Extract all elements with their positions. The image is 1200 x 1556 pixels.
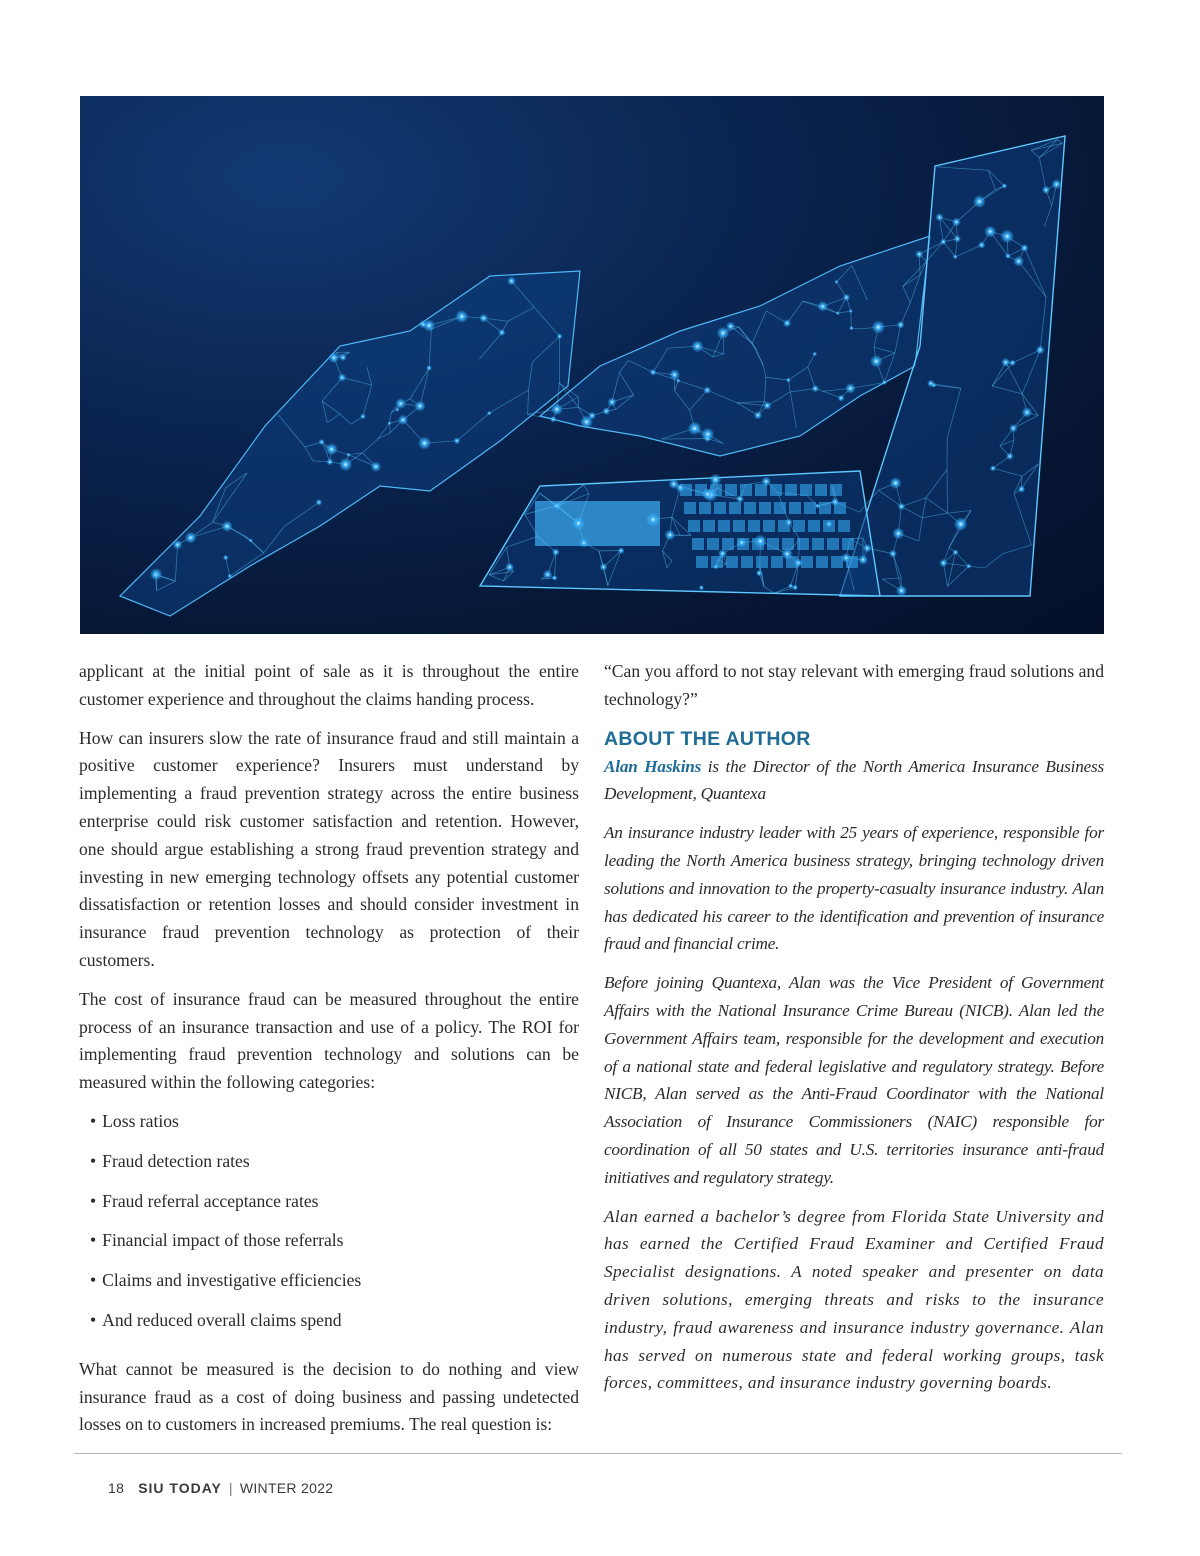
glow-dot: [703, 386, 711, 394]
author-intro: [604, 753, 1104, 809]
laptop-key: [830, 484, 842, 496]
glow-dot: [858, 555, 868, 565]
glow-dot: [863, 544, 872, 553]
glow-dot: [1002, 183, 1008, 189]
glow-dot: [953, 254, 958, 259]
laptop-key: [785, 484, 797, 496]
glow-dot: [1009, 360, 1016, 367]
glow-dot: [812, 352, 817, 357]
glow-dot: [1005, 253, 1011, 259]
laptop-key: [699, 502, 711, 514]
glow-dot: [915, 250, 923, 258]
mesh-line: [851, 311, 852, 328]
glow-dot: [954, 235, 961, 242]
laptop-key: [774, 502, 786, 514]
glow-dot: [702, 488, 714, 500]
glow-dot: [1009, 424, 1017, 432]
glow-dot: [726, 322, 735, 331]
glow-dot: [498, 329, 505, 336]
laptop-key: [740, 484, 752, 496]
glow-dot: [783, 319, 791, 327]
glow-dot: [339, 354, 346, 361]
roi-category-list: [79, 1108, 579, 1347]
page-number: 18: [108, 1480, 125, 1496]
glow-dot: [1018, 485, 1026, 493]
glow-dot: [550, 416, 557, 423]
glow-dot: [371, 461, 382, 472]
glow-dot: [557, 333, 563, 339]
glow-dot: [360, 413, 366, 419]
glow-dot: [152, 572, 159, 579]
glow-dot: [398, 415, 408, 425]
glow-dot: [966, 564, 971, 569]
glow-dot: [788, 583, 793, 588]
body-paragraph: The cost of insurance fraud can be measured throughout the entire process of an insurance transaction and use of a policy. The ROI for implementing fraud prevention technology and solutions can be measured within the following categories:: [79, 988, 579, 1093]
glow-dot: [1013, 256, 1024, 267]
glow-dot: [1021, 244, 1029, 252]
glow-dot: [551, 403, 563, 415]
glow-dot: [872, 320, 886, 334]
glow-dot: [1001, 358, 1010, 367]
glow-dot: [426, 365, 432, 371]
author-bio-paragraph: Before joining Quantexa, Alan was the Vice President of Government Affairs with the National Insurance Crime Bureau (NICB). Alan led the Government Affairs team, responsible for the development and execution of a national state and federal legislative and regulatory strategy. Before NICB, Alan served as the Anti-Fraud Coordinator with the National Association of Insurance Commissioners (NAIC) responsible for coordination of all 50 states and U.S. territories insurance anti-fraud initiatives and regulatory strategy.: [604, 973, 1104, 1187]
glow-dot: [834, 280, 838, 284]
glow-dot: [973, 195, 986, 208]
glow-dot: [543, 570, 553, 580]
glow-dot: [713, 564, 718, 569]
glow-dot: [836, 311, 840, 315]
glow-dot: [1006, 452, 1014, 460]
glow-dot: [812, 385, 819, 392]
glow-dot: [552, 548, 560, 556]
glow-dot: [223, 555, 228, 560]
laptop-key: [756, 556, 768, 568]
laptop-key: [804, 502, 816, 514]
laptop-key: [703, 520, 715, 532]
glow-dot: [676, 379, 680, 383]
glow-dot: [761, 476, 771, 486]
laptop-key: [771, 556, 783, 568]
author-name: Alan Haskins: [604, 756, 702, 776]
glow-dot: [954, 517, 968, 531]
issue-label: WINTER 2022: [239, 1480, 334, 1496]
laptop-key: [748, 520, 760, 532]
glow-dot: [553, 502, 560, 509]
laptop-key: [696, 556, 708, 568]
glow-dot: [1051, 179, 1061, 189]
glow-dot: [817, 301, 828, 312]
glow-dot: [185, 532, 197, 544]
hero-image: [80, 96, 1104, 634]
glow-dot: [704, 435, 711, 442]
glow-dot: [892, 527, 904, 539]
glow-dot: [602, 407, 610, 415]
laptop-key: [741, 556, 753, 568]
magazine-title: SIU TODAY: [138, 1480, 222, 1496]
glow-dot: [325, 443, 337, 455]
glow-dot: [1000, 229, 1014, 243]
glow-dot: [882, 380, 887, 385]
glow-dot: [953, 549, 959, 555]
laptop-key: [729, 502, 741, 514]
glow-dot: [849, 326, 854, 331]
body-paragraph: What cannot be measured is the decision to do nothing and view insurance fraud as a cost of doing business and passing undetected losses on to customers in increased premiums. The real question is:: [79, 1358, 579, 1435]
glow-dot: [395, 398, 406, 409]
laptop-key: [688, 520, 700, 532]
glow-dot: [890, 477, 902, 489]
glow-dot: [455, 310, 468, 323]
glow-dot: [387, 421, 391, 425]
about-author-heading: ABOUT THE AUTHOR: [604, 727, 811, 750]
laptop-key: [819, 502, 831, 514]
glow-dot: [939, 559, 947, 567]
laptop-key: [789, 502, 801, 514]
laptop-key: [759, 502, 771, 514]
laptop-key: [725, 484, 737, 496]
glow-dot: [984, 225, 996, 237]
glow-dot: [669, 479, 679, 489]
glow-dot: [221, 521, 232, 532]
glow-dot: [841, 553, 851, 563]
glow-dot: [870, 355, 883, 368]
laptop-key: [722, 538, 734, 550]
laptop-key: [816, 556, 828, 568]
author-bio-paragraph: Alan earned a bachelor’s degree from Florida State University and has earned the Certified Fraud Examiner and Certified Fraud Specialist designations. A noted speaker and presenter on data driven solutions, emerging threats and risks to the insurance industry, fraud awareness and insurance industry governance. Alan has served on numerous state and federal working groups, task forces, committees, and insurance industry governing boards.: [604, 1206, 1104, 1393]
glow-dot: [691, 340, 703, 352]
glow-dot: [419, 320, 427, 328]
list-item: • Loss ratios: [90, 1108, 579, 1148]
glow-dot: [173, 540, 183, 550]
glow-dot: [505, 563, 514, 572]
glow-dot: [650, 369, 657, 376]
glow-dot: [843, 294, 850, 301]
glow-dot: [736, 495, 744, 503]
glow-dot: [1042, 186, 1050, 194]
laptop-key: [770, 484, 782, 496]
glow-dot: [754, 534, 767, 547]
list-item: • Financial impact of those referrals: [90, 1227, 579, 1267]
glow-dot: [737, 538, 747, 548]
glow-dot: [479, 314, 488, 323]
right-hand-shape: [540, 236, 930, 456]
glow-dot: [249, 539, 253, 543]
glow-dot: [927, 380, 935, 388]
glow-dot: [990, 465, 996, 471]
glow-dot: [669, 369, 680, 380]
glow-dot: [786, 378, 791, 383]
glow-dot: [415, 401, 426, 412]
glow-dot: [785, 519, 793, 527]
laptop-key: [718, 520, 730, 532]
glow-dot: [646, 513, 660, 527]
glow-dot: [756, 570, 763, 577]
laptop-key: [812, 538, 824, 550]
glow-dot: [326, 458, 333, 465]
page-footer: [108, 1480, 333, 1496]
laptop-key: [744, 502, 756, 514]
laptop-key: [838, 520, 850, 532]
glow-dot: [754, 411, 762, 419]
left-column: [79, 658, 579, 1450]
glow-dot: [328, 352, 339, 363]
glow-dot: [952, 218, 961, 227]
glow-dot: [896, 585, 907, 596]
glow-dot: [418, 436, 431, 449]
glow-dot: [487, 411, 492, 416]
laptop-key: [692, 538, 704, 550]
laptop-key: [797, 538, 809, 550]
laptop-key: [767, 538, 779, 550]
body-paragraph: applicant at the initial point of sale as it is throughout the entire customer experience and throughout the claims handing process.: [79, 661, 579, 709]
glow-dot: [600, 563, 608, 571]
right-column: [604, 658, 1104, 1408]
glow-dot: [889, 550, 897, 558]
glow-dot: [699, 585, 704, 590]
glow-dot: [664, 529, 675, 540]
glow-dot: [318, 439, 324, 445]
laptop-key: [793, 520, 805, 532]
glow-dot: [688, 421, 702, 435]
glow-dot: [781, 548, 793, 560]
glow-dot: [227, 574, 232, 579]
glow-dot: [579, 538, 589, 548]
glow-dot: [849, 309, 853, 313]
glow-dot: [607, 397, 616, 406]
author-bio-paragraph: An insurance industry leader with 25 years of experience, responsible for leading the North America business strategy, bringing technology driven solutions and innovation to the property-casualty insurance industry. Alan has dedicated his career to the identification and prevention of insurance fraud and financial crime.: [604, 823, 1104, 954]
glow-dot: [338, 373, 346, 381]
laptop-key: [707, 538, 719, 550]
glow-dot: [453, 437, 460, 444]
list-item: • And reduced overall claims spend: [90, 1307, 579, 1347]
glow-dot: [831, 498, 839, 506]
glow-dot: [339, 458, 353, 472]
glow-dot: [718, 549, 727, 558]
glow-dot: [838, 394, 845, 401]
network-hands-laptop-icon: [80, 96, 1104, 634]
glow-dot: [316, 499, 323, 506]
glow-dot: [815, 503, 820, 508]
laptop-key: [842, 538, 854, 550]
list-item: • Fraud detection rates: [90, 1148, 579, 1188]
laptop-key: [800, 484, 812, 496]
footer-divider: [74, 1453, 1122, 1454]
glow-dot: [552, 575, 558, 581]
glow-dot: [845, 383, 856, 394]
glow-dot: [763, 401, 771, 409]
pull-quote: “Can you afford to not stay relevant with emerging fraud solutions and technology?”: [604, 661, 1104, 709]
laptop-key: [726, 556, 738, 568]
glow-dot: [1036, 346, 1045, 355]
laptop-key: [827, 538, 839, 550]
glow-dot: [618, 547, 625, 554]
laptop-key: [815, 484, 827, 496]
glow-dot: [825, 520, 832, 527]
laptop-key: [763, 520, 775, 532]
glow-dot: [346, 453, 350, 457]
glow-dot: [794, 558, 803, 567]
laptop-key: [808, 520, 820, 532]
glow-dot: [710, 473, 722, 485]
list-item: • Claims and investigative efficiencies: [90, 1267, 579, 1307]
glow-dot: [572, 517, 585, 530]
glow-dot: [935, 213, 943, 221]
glow-dot: [978, 241, 985, 248]
laptop-key: [684, 502, 696, 514]
laptop-key: [733, 520, 745, 532]
glow-dot: [898, 503, 906, 511]
glow-dot: [507, 277, 516, 286]
glow-dot: [588, 412, 596, 420]
laptop-key: [714, 502, 726, 514]
glow-dot: [1022, 407, 1033, 418]
footer-separator: |: [228, 1480, 233, 1496]
list-item: • Fraud referral acceptance rates: [90, 1188, 579, 1228]
glow-dot: [940, 239, 946, 245]
author-role: is the Director of the North America Insurance Business Development, Quantexa: [604, 756, 1104, 804]
body-paragraph: How can insurers slow the rate of insurance fraud and still maintain a positive customer experience? Insurers must understand by implementing a fraud prevention strategy across the entire business enterprise could risk customer satisfaction and retention. However, one should argue establishing a strong fraud prevention strategy and investing in new emerging technology offsets any potential customer dissatisfaction or retention losses and should consider investment in insurance fraud prevention technology as protection of their customers.: [79, 727, 579, 970]
glow-dot: [897, 321, 905, 329]
